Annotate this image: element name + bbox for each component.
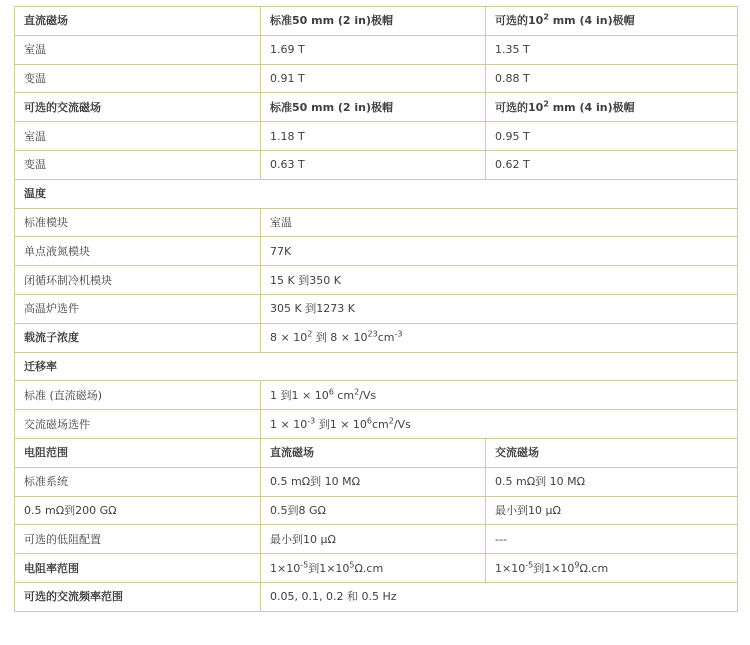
superscript: 2 (543, 99, 549, 109)
value-cell: $8 \times 10^2$ 到 $8 \times 10^{23}cm^{-3}$ (261, 323, 738, 352)
table-row (15, 93, 738, 122)
value-cell: 变温 (15, 150, 261, 179)
value-cell: 0.5 mΩ到200 GΩ (15, 496, 261, 525)
value-cell: 0.95 T (486, 122, 738, 151)
header-cell: 电阻率范围 (15, 554, 261, 583)
spec-table (14, 6, 738, 612)
value-cell: 0.62 T (486, 150, 738, 179)
table-row (15, 35, 738, 64)
value-cell: 单点液氮模块 (15, 237, 261, 266)
header-cell: 标准50 mm (2 in)极帽 (261, 93, 486, 122)
superscript: 9 (574, 559, 580, 569)
table-row (15, 266, 738, 295)
value-cell: 闭循环制冷机模块 (15, 266, 261, 295)
spec-table-body (15, 7, 738, 612)
table-row (15, 554, 738, 583)
superscript: -3 (394, 329, 403, 339)
value-cell: 0.5 mΩ到 10 MΩ (486, 467, 738, 496)
value-cell: 0.5到8 GΩ (261, 496, 486, 525)
value-cell: 1.18 T (261, 122, 486, 151)
value-cell: 可选的低阻配置 (15, 525, 261, 554)
superscript: 2 (388, 415, 394, 425)
value-cell: 15 K 到350 K (261, 266, 738, 295)
superscript: 2 (354, 387, 360, 397)
table-row (15, 582, 738, 611)
value-cell: 77K (261, 237, 738, 266)
table-row (15, 352, 738, 381)
table-row (15, 150, 738, 179)
header-cell: 载流子浓度 (15, 323, 261, 352)
value-cell: 1.35 T (486, 35, 738, 64)
table-row (15, 179, 738, 208)
value-cell: 标准 (直流磁场) (15, 381, 261, 410)
value-cell: 变温 (15, 64, 261, 93)
superscript: 6 (328, 387, 334, 397)
value-cell: 1.69 T (261, 35, 486, 64)
value-cell: $1\times 10^{-5}$到$1\times 10^9\Omega.cm$ (486, 554, 738, 583)
table-row (15, 208, 738, 237)
table-row (15, 323, 738, 352)
header-cell: 可选的交流磁场 (15, 93, 261, 122)
superscript: -3 (307, 415, 316, 425)
value-cell: 1 到$1 \times 10^6$ $cm^2/Vs$ (261, 381, 738, 410)
table-row (15, 467, 738, 496)
value-cell: 0.63 T (261, 150, 486, 179)
superscript: 23 (367, 329, 378, 339)
value-cell: 0.88 T (486, 64, 738, 93)
value-cell: 305 K 到1273 K (261, 294, 738, 323)
header-cell: 标准50 mm (2 in)极帽 (261, 7, 486, 36)
header-cell: 可选的$10^2$ mm (4 in)极帽 (486, 93, 738, 122)
value-cell: 0.05, 0.1, 0.2 和 0.5 Hz (261, 582, 738, 611)
value-cell: 室温 (15, 122, 261, 151)
value-cell: $1 \times 10^{-3}$ 到$1 \times 10^6cm^2/Vs$ (261, 410, 738, 439)
value-cell: 最小到10 μΩ (486, 496, 738, 525)
header-cell: 直流磁场 (261, 438, 486, 467)
value-cell: 0.5 mΩ到 10 MΩ (261, 467, 486, 496)
superscript: 2 (307, 329, 313, 339)
header-cell: 迁移率 (15, 352, 738, 381)
value-cell: $1\times 10^{-5}$到$1\times 10^5\Omega.cm$ (261, 554, 486, 583)
table-row (15, 237, 738, 266)
superscript: 5 (349, 559, 355, 569)
superscript: 6 (366, 415, 372, 425)
value-cell: 室温 (15, 35, 261, 64)
value-cell: 0.91 T (261, 64, 486, 93)
table-row (15, 64, 738, 93)
superscript: 2 (543, 12, 549, 22)
table-row (15, 294, 738, 323)
table-row (15, 525, 738, 554)
header-cell: 可选的$10^2$ mm (4 in)极帽 (486, 7, 738, 36)
header-cell: 温度 (15, 179, 738, 208)
value-cell: 最小到10 μΩ (261, 525, 486, 554)
table-row (15, 438, 738, 467)
header-cell: 可选的交流频率范围 (15, 582, 261, 611)
value-cell: 标准模块 (15, 208, 261, 237)
header-cell: 交流磁场 (486, 438, 738, 467)
header-cell: 直流磁场 (15, 7, 261, 36)
value-cell: 标准系统 (15, 467, 261, 496)
superscript: -5 (300, 559, 309, 569)
header-cell: 电阻范围 (15, 438, 261, 467)
value-cell: --- (486, 525, 738, 554)
superscript: -5 (525, 559, 534, 569)
table-row (15, 381, 738, 410)
value-cell: 室温 (261, 208, 738, 237)
value-cell: 高温炉选件 (15, 294, 261, 323)
value-cell: 交流磁场选件 (15, 410, 261, 439)
table-row (15, 410, 738, 439)
table-row (15, 496, 738, 525)
table-row (15, 122, 738, 151)
table-row (15, 7, 738, 36)
